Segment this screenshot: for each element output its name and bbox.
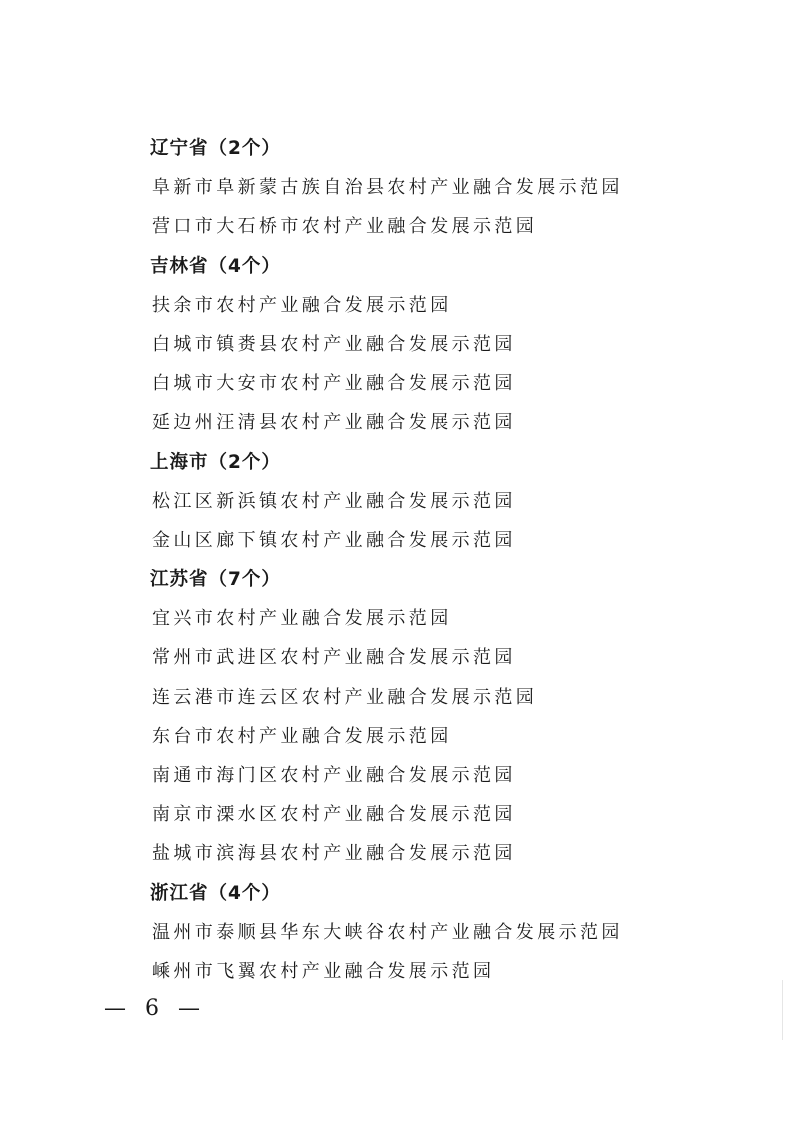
list-item: 白城市大安市农村产业融合发展示范园 <box>152 373 516 395</box>
list-item: 延边州汪清县农村产业融合发展示范园 <box>152 412 516 434</box>
list-item: 连云港市连云区农村产业融合发展示范园 <box>152 686 538 708</box>
list-item: 阜新市阜新蒙古族自治县农村产业融合发展示范园 <box>152 177 623 199</box>
list-item: 松江区新浜镇农村产业融合发展示范园 <box>152 490 516 512</box>
section-heading-jilin: 吉林省（4个） <box>150 255 281 277</box>
list-item: 温州市泰顺县华东大峡谷农村产业融合发展示范园 <box>152 921 623 943</box>
list-item: 南京市溧水区农村产业融合发展示范园 <box>152 804 516 826</box>
park-list <box>152 129 752 991</box>
section-heading-jiangsu: 江苏省（7个） <box>150 569 281 591</box>
page-number: — 6 — <box>104 996 206 1021</box>
list-item: 常州市武进区农村产业融合发展示范园 <box>152 647 516 669</box>
section-heading-liaoning: 辽宁省（2个） <box>150 138 281 159</box>
list-item: 嵊州市飞翼农村产业融合发展示范园 <box>152 960 495 982</box>
list-item: 东台市农村产业融合发展示范园 <box>152 725 452 747</box>
list-item: 金山区廊下镇农村产业融合发展示范园 <box>152 529 516 551</box>
section-heading-shanghai: 上海市（2个） <box>150 451 281 473</box>
scan-edge-mark <box>782 980 783 1040</box>
section-heading-zhejiang: 浙江省（4个） <box>150 882 281 904</box>
list-item: 盐城市滨海县农村产业融合发展示范园 <box>152 843 516 865</box>
list-item: 南通市海门区农村产业融合发展示范园 <box>152 765 516 786</box>
list-item: 白城市镇赉县农村产业融合发展示范园 <box>152 333 516 355</box>
list-item: 扶余市农村产业融合发展示范园 <box>152 294 452 316</box>
list-item: 宜兴市农村产业融合发展示范园 <box>152 608 452 630</box>
list-item: 营口市大石桥市农村产业融合发展示范园 <box>152 216 538 238</box>
